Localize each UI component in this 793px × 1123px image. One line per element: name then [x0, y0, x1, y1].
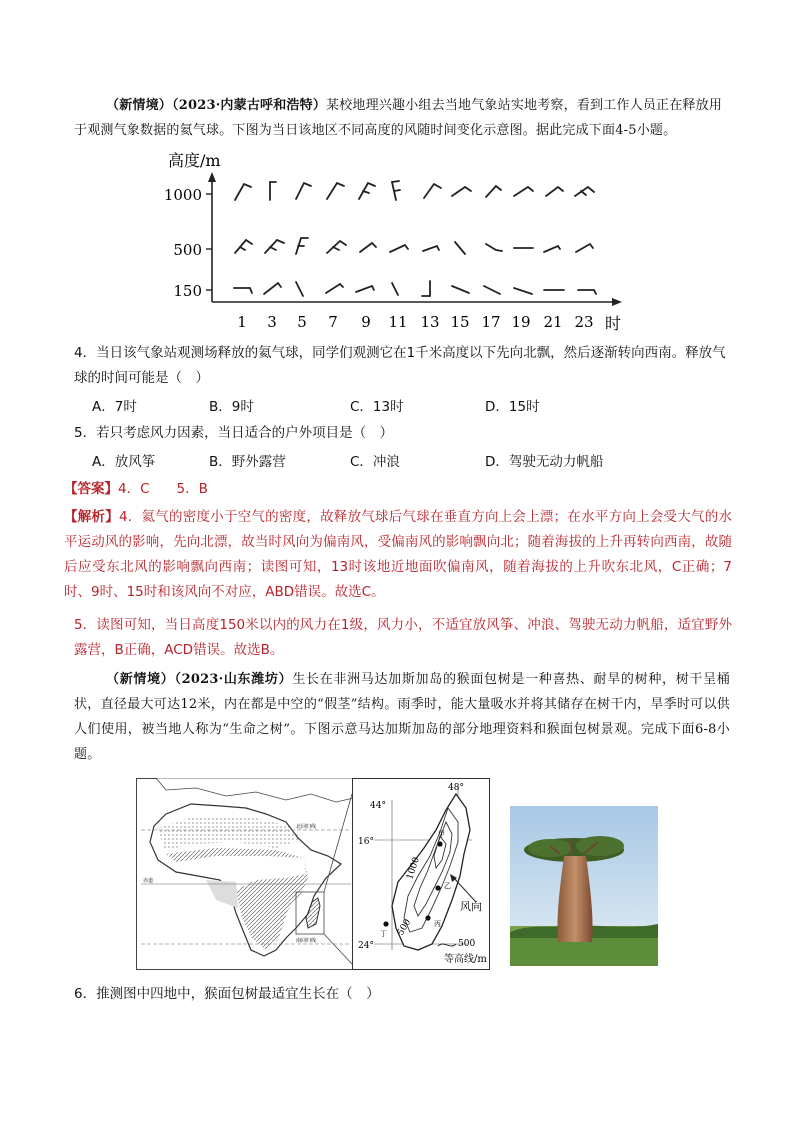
question-source: （2023·内蒙古呼和浩特）	[172, 98, 327, 113]
point-bing	[425, 915, 430, 920]
wind-barb	[452, 286, 469, 293]
wind-barb	[296, 183, 311, 199]
connector-lines	[322, 778, 356, 970]
point-yi	[435, 885, 440, 890]
option-a[interactable]: A．放风筝	[92, 454, 156, 470]
option-c[interactable]: C．13时	[350, 399, 404, 415]
wind-barb	[578, 290, 596, 294]
option-d[interactable]: D．驾驶无动力帆船	[485, 454, 604, 470]
label-jia: 甲	[438, 830, 445, 838]
point-ding	[383, 921, 388, 926]
wind-barb	[356, 286, 374, 292]
y-tick-label-150: 150	[173, 282, 202, 300]
wind-barb	[327, 241, 346, 253]
question-6-stem: 6．推测图中四地中，猴面包树最适宜生长在（ ）	[74, 986, 380, 1002]
wind-barb	[235, 240, 252, 253]
x-tick-label: 7	[328, 313, 338, 331]
wind-barb	[455, 242, 465, 254]
legend-contour-value: 500	[458, 939, 476, 949]
wind-barb-chart	[160, 142, 640, 336]
x-tick-label: 1	[237, 313, 247, 331]
x-tick-label: 9	[361, 313, 371, 331]
wind-barb	[296, 238, 308, 254]
madagascar-inset-map	[352, 778, 490, 970]
wind-barb	[484, 286, 500, 294]
wind-barbs	[234, 181, 596, 296]
wind-barb	[359, 183, 375, 199]
wind-barb	[264, 283, 281, 294]
wind-barb	[270, 182, 276, 200]
x-tick-label: 21	[543, 313, 563, 331]
y-tick-label-1000: 1000	[163, 186, 202, 204]
wind-barb	[390, 245, 408, 252]
x-tick-label: 15	[450, 313, 470, 331]
lat-label-south: 南回归线	[296, 938, 317, 944]
lat-label-north: 北回归线	[296, 824, 317, 830]
point-jia	[437, 841, 442, 846]
label-bing: 丙	[434, 920, 441, 928]
contour-500-label: 500	[395, 917, 414, 938]
wind-barb	[296, 282, 303, 296]
analysis-paragraph-2: 5．读图可知，当日高度150米以内的风力在1级，风力小，不适宜放风筝、冲浪、驾驶无动力帆船，适宜野外露营，B正确，ACD错误。故选B。	[74, 617, 732, 658]
wind-barb	[424, 184, 441, 198]
tag-new-context: （新情境）	[106, 672, 175, 687]
option-d[interactable]: D．15时	[485, 399, 540, 415]
wind-barb	[234, 288, 252, 293]
option-b[interactable]: B．9时	[209, 399, 254, 415]
wind-barb	[546, 187, 563, 196]
contour-1000-label: 1000	[405, 856, 422, 881]
wind-barb	[514, 187, 533, 196]
wind-barb	[360, 243, 376, 252]
x-tick-label: 3	[267, 313, 277, 331]
question-source: （2023·山东潍坊）	[174, 672, 293, 687]
x-tick-label: 11	[388, 313, 408, 331]
answer-text: 4．C 5．B	[118, 481, 208, 497]
wind-barb	[326, 284, 343, 293]
tag-new-context: （新情境）	[106, 98, 173, 113]
y-tick-label-500: 500	[173, 241, 202, 259]
analysis-paragraph-1	[64, 505, 732, 605]
wind-barb	[544, 246, 560, 252]
wind-barb	[486, 186, 501, 197]
question-5-stem: 5．若只考虑风力因素，当日适合的户外项目是（ ）	[74, 425, 394, 441]
lat-24-label: 24°	[358, 941, 374, 951]
x-tick-label: 17	[481, 313, 501, 331]
option-a[interactable]: A．7时	[92, 399, 137, 415]
baobab-photo	[510, 806, 658, 966]
y-axis-arrow	[208, 172, 216, 182]
question-4-stem: 4．当日该气象站观测场释放的氦气球，同学们观测它在1千米高度以下先向北飘，然后逐渐转向西南。释放气球的时间可能是（ ）	[74, 345, 726, 386]
label-yi: 乙	[444, 882, 451, 890]
legend-contour-label: 等高线/m	[444, 954, 487, 965]
intro-paragraph-1	[74, 93, 730, 143]
x-tick-label: 13	[420, 313, 440, 331]
x-tick-labels	[237, 313, 593, 331]
wind-barb	[452, 187, 471, 196]
x-axis-arrow	[612, 298, 622, 306]
wind-barb	[486, 244, 502, 251]
chart-xlabel: 时	[605, 314, 622, 333]
wind-barb	[576, 244, 593, 252]
wind-barb	[423, 246, 439, 251]
analysis-text-1: 4．氦气的密度小于空气的密度，故释放气球后气球在垂直方向上会上漂；在水平方向上会受大气的水平运动风的影响，先向北漂，故当时风向为偏南风，受偏南风的影响飘向北；随着海拔的上升再转向西南，故随后应受东北风的影响飘向西南；读图可知，13时该地近地面吹偏南风，随着海拔的上升吹东北风，C正确；7时、9时、15时和该风向不对应，ABD错误。故选C。	[64, 509, 732, 600]
answer-line	[64, 477, 208, 502]
wind-barb	[235, 184, 251, 200]
wind-barb	[265, 240, 284, 253]
lat-label-equator: 赤道	[143, 878, 154, 884]
option-c[interactable]: C．冲浪	[350, 454, 400, 470]
label-ding: 丁	[380, 930, 387, 938]
x-tick-label: 5	[297, 313, 307, 331]
lat-48-label: 48°	[448, 783, 464, 793]
intro-text: 某校地理兴趣小组去当地气象站实地考察，看到工作人员正在释放用于观测气象数据的氦气球。下图为当日该地区不同高度的风随时间变化示意图。据此完成下面4-5小题。	[74, 98, 723, 138]
answer-label: 【答案】	[64, 481, 118, 497]
chart-ylabel: 高度/m	[168, 151, 221, 170]
wind-barb	[575, 187, 594, 196]
lon-44-label: 44°	[370, 801, 386, 811]
wind-barb	[392, 181, 400, 200]
wind-barb	[327, 183, 344, 199]
intro-text: 生长在非洲马达加斯加岛的猴面包树是一种喜热、耐旱的树种，树干呈桶状，直径最大可达12米，内在都是中空的“假茎”结构。雨季时，能大量吸水并将其储存在树干内，旱季时可以供人们使用，被当地人称为“生命之树”。下图示意马达加斯加岛的部分地理资料和猴面包树景观。完成下面6-8小题。	[74, 672, 730, 762]
x-tick-label: 23	[574, 313, 594, 331]
analysis-label: 【解析】	[64, 509, 119, 525]
wind-barb	[392, 283, 398, 295]
intro-paragraph-2	[74, 667, 730, 767]
option-b[interactable]: B．野外露营	[209, 454, 286, 470]
x-tick-label: 19	[511, 313, 531, 331]
lat-16-label: 16°	[358, 837, 374, 847]
wind-label: 风向	[460, 900, 482, 913]
wind-barb	[514, 288, 532, 294]
wind-barb	[422, 281, 430, 296]
